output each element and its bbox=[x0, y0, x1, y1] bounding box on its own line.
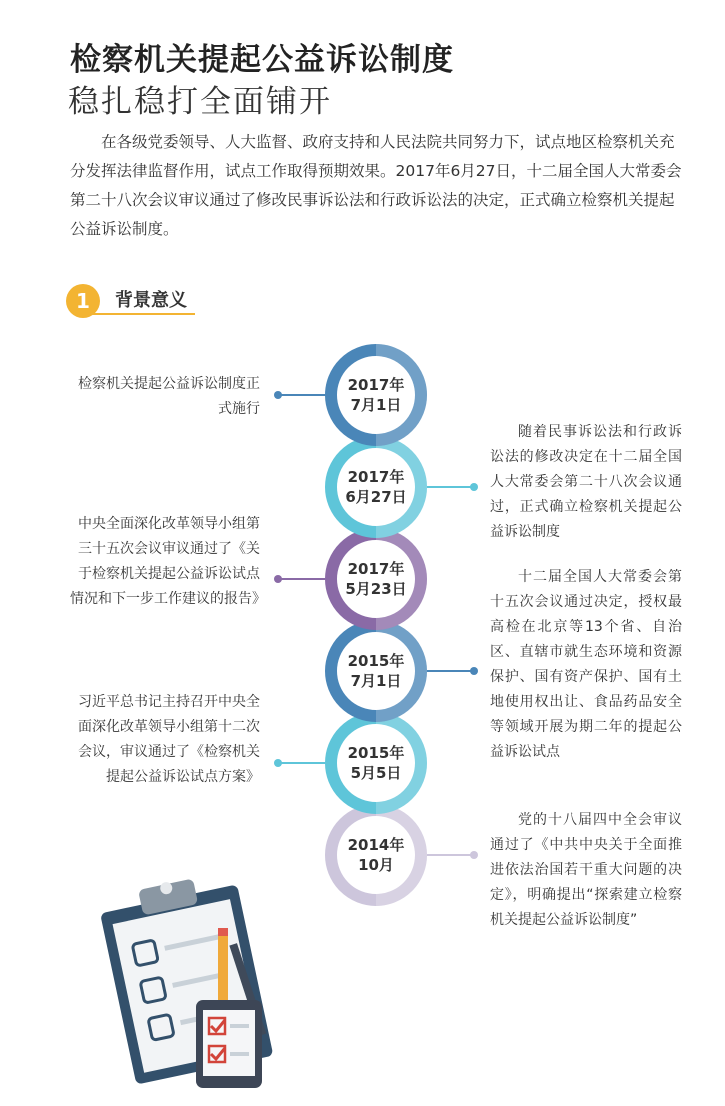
page-title: 检察机关提起公益诉讼制度 bbox=[70, 42, 454, 78]
timeline-date bbox=[331, 467, 421, 507]
timeline-description: 随着民事诉讼法和行政诉讼法的修改决定在十二届全国人大常委会第二十八次会议通过，正式确立检察机关提起公益诉讼制度 bbox=[490, 424, 682, 540]
timeline-date-day: 6月27日 bbox=[345, 488, 407, 506]
timeline-date bbox=[331, 375, 421, 415]
clipboard-illustration bbox=[96, 870, 296, 1095]
timeline-date bbox=[331, 835, 421, 875]
timeline-dot bbox=[274, 575, 282, 583]
timeline-date-day: 5月23日 bbox=[345, 580, 407, 598]
timeline-dot bbox=[470, 483, 478, 491]
timeline-date bbox=[331, 743, 421, 783]
timeline-date-year: 2017年 bbox=[347, 468, 405, 486]
timeline-date-year: 2015年 bbox=[347, 744, 405, 762]
timeline-date bbox=[331, 651, 421, 691]
timeline-description: 习近平总书记主持召开中央全面深化改革领导小组第十二次会议，审议通过了《检察机关提起公益诉讼试点方案》 bbox=[78, 694, 260, 785]
tablet-checklist-icon bbox=[196, 1000, 262, 1088]
timeline-description: 十二届全国人大常委会第十五次会议通过决定，授权最高检在北京等13个省、自治区、直辖市就生态环境和资源保护、国有资产保护、国有土地使用权出让、食品药品安全等领域开展为期二年的提起公益诉讼试点 bbox=[490, 569, 682, 760]
timeline-description: 党的十八届四中全会审议通过了《中共中央关于全面推进依法治国若干重大问题的决定》，明确提出“探索建立检察机关提起公益诉讼制度” bbox=[490, 812, 682, 928]
timeline-date-day: 7月1日 bbox=[350, 672, 402, 690]
timeline-description: 检察机关提起公益诉讼制度正式施行 bbox=[78, 376, 260, 417]
timeline-date-year: 2015年 bbox=[347, 652, 405, 670]
timeline-dot bbox=[470, 851, 478, 859]
timeline-description: 中央全面深化改革领导小组第三十五次会议审议通过了《关于检察机关提起公益诉讼试点情况和下一步工作建议的报告》 bbox=[70, 516, 266, 607]
timeline-dot bbox=[274, 391, 282, 399]
section-title: 背景意义 bbox=[115, 290, 187, 311]
timeline-dot bbox=[274, 759, 282, 767]
timeline-date-year: 2017年 bbox=[347, 560, 405, 578]
timeline-date-year: 2017年 bbox=[347, 376, 405, 394]
page-subtitle: 稳扎稳打全面铺开 bbox=[68, 84, 332, 120]
timeline-date-year: 2014年 bbox=[347, 836, 405, 854]
timeline-date-day: 10月 bbox=[358, 856, 394, 874]
section-number: 1 bbox=[76, 289, 90, 313]
timeline-date-day: 5月5日 bbox=[350, 764, 402, 782]
timeline-date-day: 7月1日 bbox=[350, 396, 402, 414]
intro-paragraph: 在各级党委领导、人大监督、政府支持和人民法院共同努力下，试点地区检察机关充分发挥法律监督作用，试点工作取得预期效果。2017年6月27日，十二届全国人大常委会第二十八次会议审议通过了修改民事诉讼法和行政诉讼法的决定，正式确立检察机关提起公益诉讼制度。 bbox=[70, 133, 682, 238]
timeline-date bbox=[331, 559, 421, 599]
timeline-dot bbox=[470, 667, 478, 675]
